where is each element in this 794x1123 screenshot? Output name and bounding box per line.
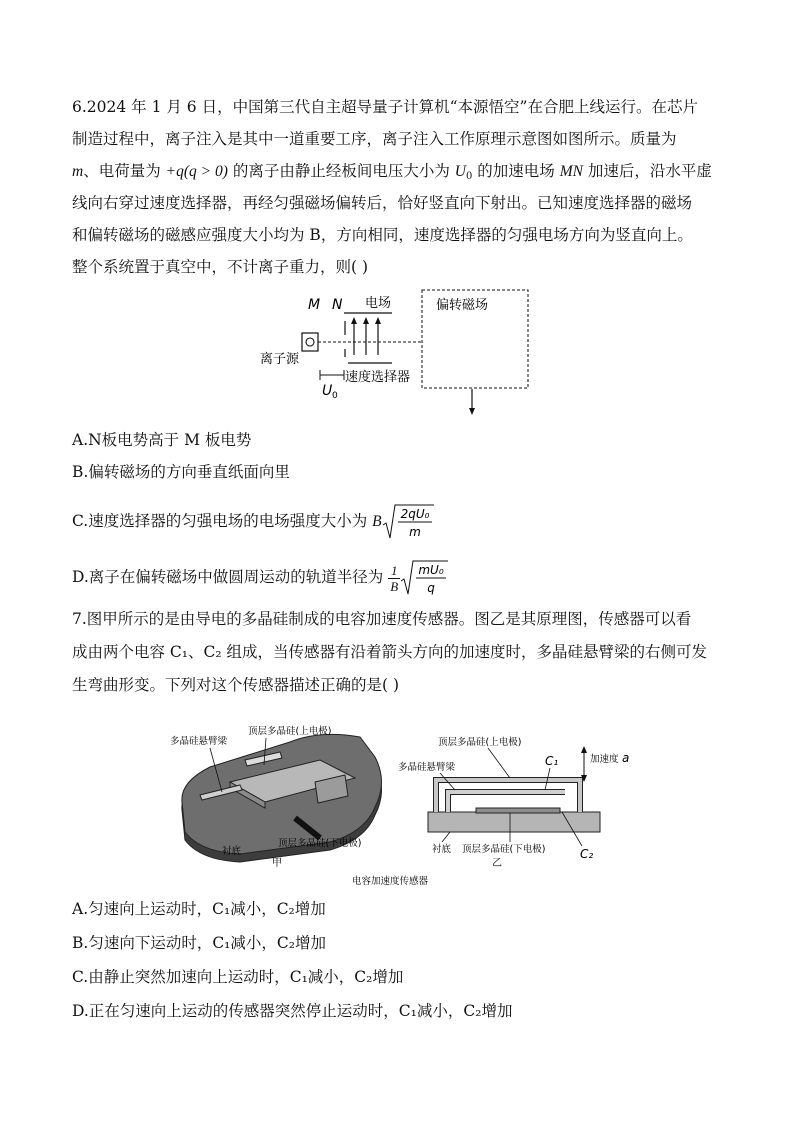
yi-accel-symbol: a xyxy=(622,751,630,765)
deflection-field-label: 偏转磁场 xyxy=(436,298,489,313)
field-arrow-1-head xyxy=(351,317,357,324)
q6-option-d-frac: $\frac{1}{B}$ xyxy=(390,562,399,594)
field-arrow-2-head xyxy=(363,317,369,324)
q6-option-a[interactable]: A.N板电势高于 M 板电势 xyxy=(72,431,252,449)
q7-line-2: 成由两个电容 C₁、C₂ 组成，当传感器有沿着箭头方向的加速度时，多晶硅悬臂梁的右侧可发 xyxy=(72,643,708,661)
q6-option-d-den: q xyxy=(427,581,435,595)
q6-line-6: 整个系统置于真空中，不计离子重力，则( ) xyxy=(72,258,369,276)
q6-line-3-part-f: 的加速电场 xyxy=(472,162,560,180)
jia-top-electrode-label: 顶层多晶硅(上电极) xyxy=(248,726,332,737)
q7-figure xyxy=(170,720,650,890)
q7-option-a[interactable]: A.匀速向上运动时，C₁减小，C₂增加 xyxy=(72,900,326,918)
plate-m-label: M xyxy=(308,297,321,313)
yi-substrate-label: 衬底 xyxy=(432,844,452,855)
q6-figure xyxy=(250,285,540,420)
jia-cantilever-label: 多晶硅悬臂梁 xyxy=(170,736,228,747)
q6-option-c-text: C.速度选择器的匀强电场的电场强度大小为 xyxy=(72,512,373,530)
voltage-subscript: 0 xyxy=(465,171,473,182)
q6-option-b[interactable]: B.偏转磁场的方向垂直纸面向里 xyxy=(72,463,290,481)
yi-top-electrode-outer xyxy=(436,780,580,812)
q6-option-c[interactable] xyxy=(72,503,434,541)
u0-label: U xyxy=(322,383,333,399)
q6-line-4: 线向右穿过速度选择器，再经匀强磁场偏转后，恰好竖直向下射出。已知速度选择器的磁场 xyxy=(72,194,693,212)
q6-option-d-sqrt xyxy=(400,559,448,597)
q7-option-d[interactable]: D.正在匀速向上运动的传感器突然停止运动时，C₁减小，C₂增加 xyxy=(72,1002,513,1020)
u0-subscript: 0 xyxy=(332,391,338,401)
figure-yi-label: 乙 xyxy=(492,858,502,869)
q6-option-c-den: m xyxy=(408,525,421,539)
q6-line-3-part-h: 加速后，沿水平虚 xyxy=(582,162,712,180)
yi-c2-label: C₂ xyxy=(580,847,594,861)
yi-top-electrode-label: 顶层多晶硅(上电极) xyxy=(438,737,522,748)
q7-line-1: 7.图甲所示的是由导电的多晶硅制成的电容加速度传感器。图乙是其原理图，传感器可以看 xyxy=(72,610,692,628)
yi-bottom-electrode xyxy=(476,808,560,813)
q6-line-5: 和偏转磁场的磁感应强度大小均为 B，方向相同，速度选择器的匀强电场方向为竖直向上。 xyxy=(72,226,693,244)
yi-substrate xyxy=(428,812,600,832)
plate-n-label: N xyxy=(332,297,343,313)
field-arrow-3-head xyxy=(375,317,381,324)
q7-option-b[interactable]: B.匀速向下运动时，C₁减小，C₂增加 xyxy=(72,934,326,952)
yi-accel-label: 加速度 xyxy=(590,754,619,765)
q6-line-3-part-d: 的离子由静止经板间电压大小为 xyxy=(227,162,455,180)
field-label: 电场 xyxy=(365,296,392,311)
velocity-selector-label: 速度选择器 xyxy=(345,370,411,385)
q6-option-c-num: 2qU₀ xyxy=(400,507,430,521)
q6-option-d-text: D.离子在偏转磁场中做圆周运动的轨道半径为 xyxy=(72,568,389,586)
q7-option-c[interactable]: C.由静止突然加速向上运动时，C₁减小，C₂增加 xyxy=(72,968,404,986)
figure-jia xyxy=(170,725,382,869)
q7-line-3: 生弯曲形变。下列对这个传感器描述正确的是( ) xyxy=(72,676,400,694)
figure-jia-label: 甲 xyxy=(272,858,282,869)
q6-line-3 xyxy=(72,160,712,188)
yi-cantilever-label: 多晶硅悬臂梁 xyxy=(398,762,456,773)
ion-source-box xyxy=(302,333,318,351)
exit-arrow-head xyxy=(469,408,475,415)
yi-bottom-electrode-label: 顶层多晶硅(下电极) xyxy=(462,844,546,855)
yi-c1-label: C₁ xyxy=(545,754,559,768)
q6-option-c-b: B xyxy=(372,513,382,530)
jia-bottom-electrode-label: 顶层多晶硅(下电极) xyxy=(278,838,362,849)
figure-caption: 电容加速度传感器 xyxy=(352,876,429,887)
jia-substrate-label: 衬底 xyxy=(222,846,242,857)
mass-symbol: m xyxy=(72,163,84,180)
voltage-symbol: U xyxy=(454,163,466,180)
q6-line-3-part-b: 、电荷量为 xyxy=(83,162,166,180)
q6-line-2: 制造过程中，离子注入是其中一道重要工序，离子注入工作原理示意图如图所示。质量为 xyxy=(72,130,677,148)
mn-symbol: MN xyxy=(559,163,583,180)
q6-line-1: 6.2024 年 1 月 6 日，中国第三代自主超导量子计算机“本源悟空”在合肥上线运行。在芯片 xyxy=(72,98,698,116)
figure-yi xyxy=(398,736,629,869)
charge-expression: +q(q > 0) xyxy=(165,163,228,180)
q6-option-d-num: mU₀ xyxy=(418,563,444,577)
q6-option-d[interactable] xyxy=(72,559,448,597)
q6-option-c-sqrt xyxy=(382,503,434,541)
ion-source-label: 离子源 xyxy=(260,352,300,367)
